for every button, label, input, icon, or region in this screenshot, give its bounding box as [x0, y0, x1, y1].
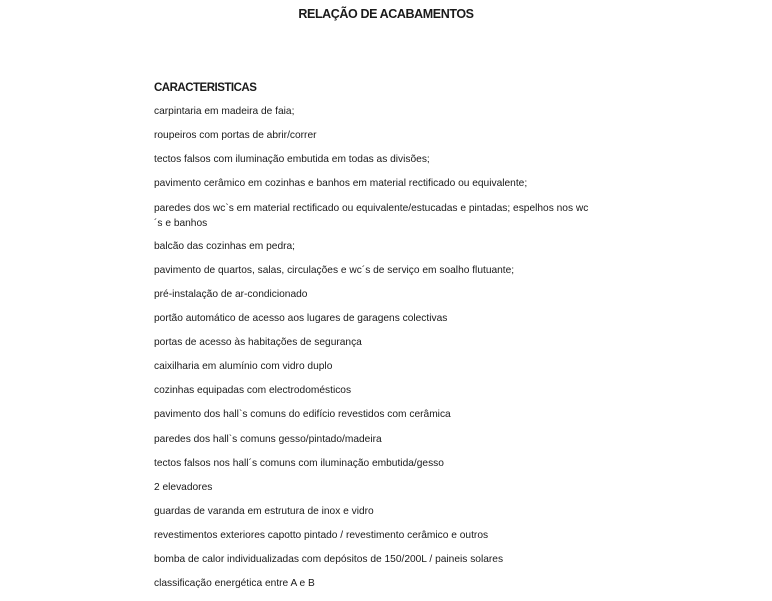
list-item: revestimentos exteriores capotto pintado / revestimento cerâmico e outros [154, 530, 489, 541]
list-item: cozinhas equipadas com electrodomésticos [154, 385, 352, 396]
list-item: pavimento de quartos, salas, circulações e wc´s de serviço em soalho flutuante; [154, 265, 515, 276]
list-item: bomba de calor individualizadas com depósitos de 150/200L / paineis solares [154, 554, 504, 565]
list-item: roupeiros com portas de abrir/correr [154, 130, 317, 141]
list-item: tectos falsos nos hall´s comuns com iluminação embutida/gesso [154, 458, 444, 469]
list-item: pré-instalação de ar-condicionado [154, 289, 308, 300]
list-item: carpintaria em madeira de faia; [154, 106, 295, 117]
document-title: RELAÇÃO DE ACABAMENTOS [298, 7, 474, 21]
list-item: pavimento cerâmico em cozinhas e banhos em material rectificado ou equivalente; [154, 178, 528, 189]
list-item: classificação energética entre A e B [154, 578, 315, 589]
list-item: tectos falsos com iluminação embutida em todas as divisões; [154, 154, 430, 165]
list-item: 2 elevadores [154, 482, 213, 493]
list-item: pavimento dos hall`s comuns do edifício revestidos com cerâmica [154, 409, 451, 420]
list-item: paredes dos wc`s em material rectificado ou equivalente/estucadas e pintadas; espelhos nos wc´s e banhos [154, 203, 589, 229]
list-item: balcão das cozinhas em pedra; [154, 241, 296, 252]
list-item: guardas de varanda em estrutura de inox e vidro [154, 506, 374, 517]
section-heading: CARACTERISTICAS [154, 82, 257, 94]
list-item: caixilharia em alumínio com vidro duplo [154, 361, 333, 372]
list-item: portão automático de acesso aos lugares de garagens colectivas [154, 313, 448, 324]
list-item: portas de acesso às habitações de segurança [154, 337, 362, 348]
list-item: paredes dos hall`s comuns gesso/pintado/madeira [154, 434, 382, 445]
